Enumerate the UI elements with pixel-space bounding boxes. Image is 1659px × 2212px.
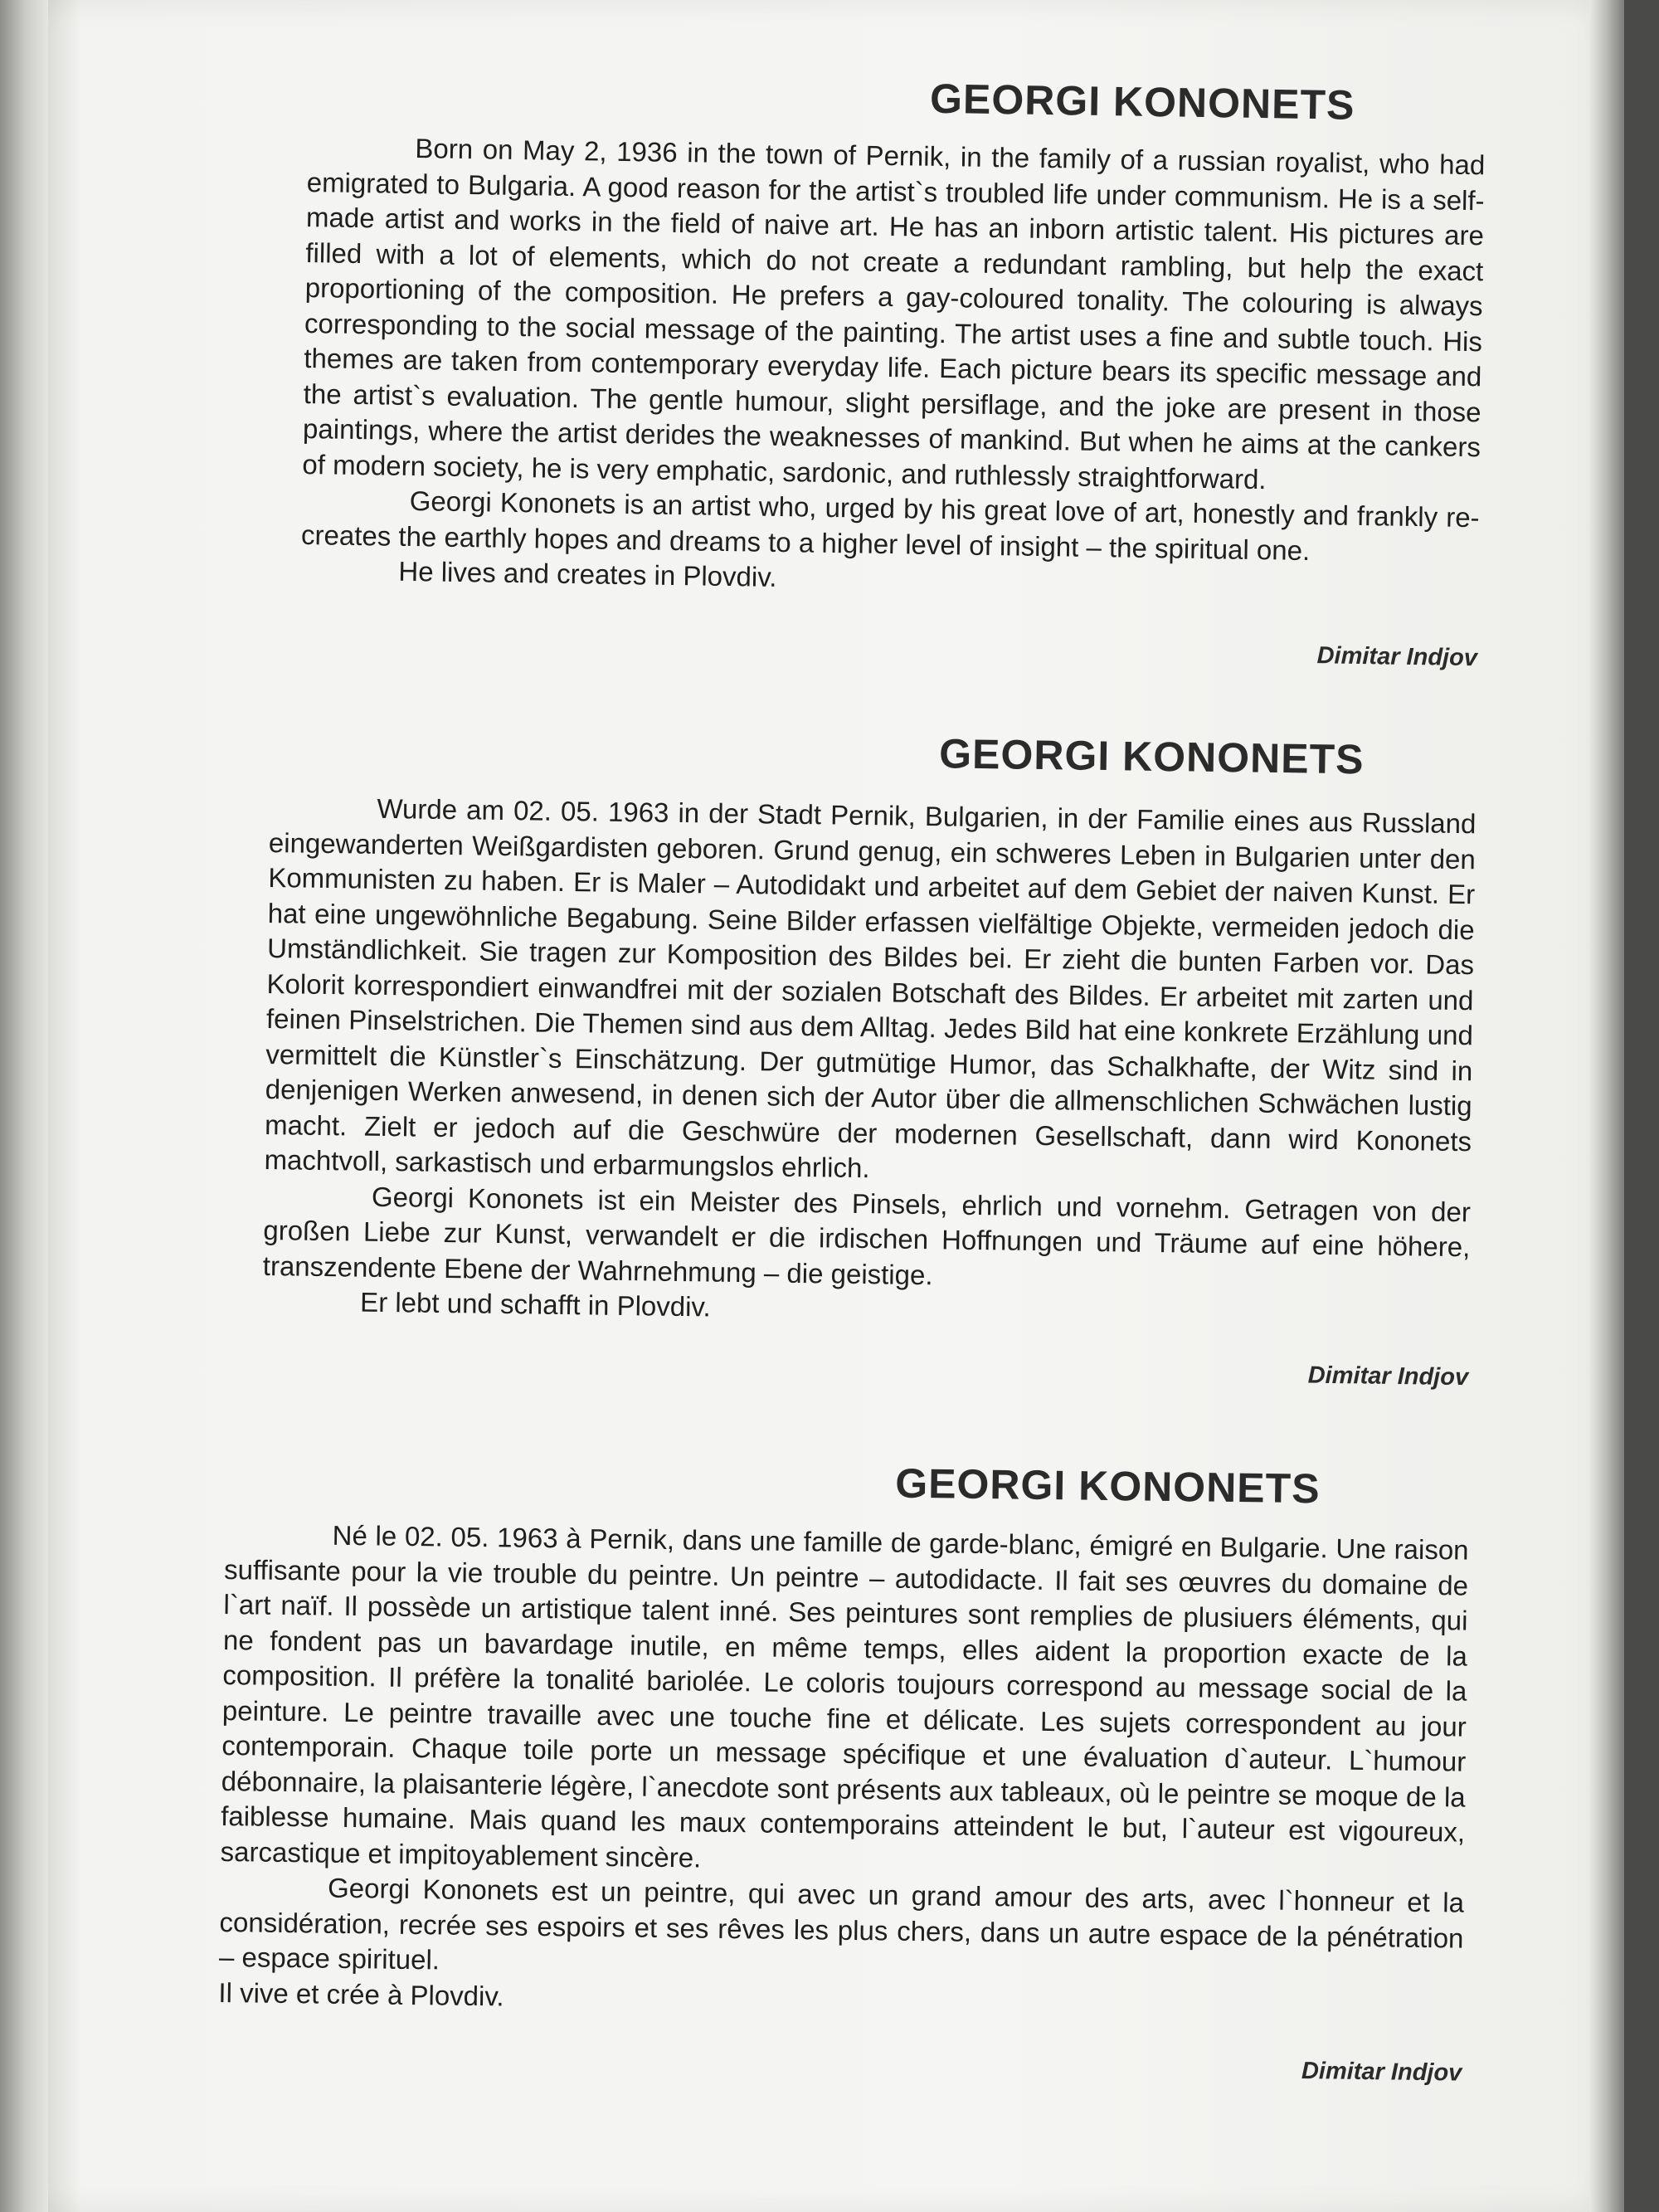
paragraph-residence: He lives and creates in Plovdiv. <box>398 555 777 592</box>
section-title: GEORGI KONONETS <box>929 75 1355 129</box>
section-french <box>217 1450 1470 2088</box>
section-title: GEORGI KONONETS <box>894 1459 1321 1513</box>
author-signature: Dimitar Indjov <box>1301 2058 1462 2087</box>
section-german <box>261 720 1477 1391</box>
page-edge-shadow <box>1589 0 1624 2212</box>
paragraph-residence: Er lebt und schafft in Plovdiv. <box>359 1286 711 1323</box>
section-title: GEORGI KONONETS <box>938 730 1365 783</box>
paragraph-summary: Georgi Kononets ist ein Meister des Pinsels, ehrlich und vornehm. Getragen von der großen Liebe zur Kunst, verwandelt er die irdischen Hoffnungen und Träume auf eine höhere, transzendente Ebene der Wahrnehmung – die geistige. <box>262 1181 1472 1290</box>
paragraph-residence: Il vive et crée à Plovdiv. <box>218 1976 504 2011</box>
author-signature: Dimitar Indjov <box>1307 1362 1469 1391</box>
paragraph-summary: Georgi Kononets est un peintre, qui avec un grand amour des arts, avec l`honneur et la considération, recrée ses espoirs et ses rêves les plus chers, dans un autre espace de la pénétration – espace spirituel. <box>218 1872 1465 1976</box>
book-gutter <box>0 0 48 2212</box>
paragraph-summary: Georgi Kononets is an artist who, urged by his great love of art, honestly and frankly re-creates the earthly hopes and dreams to a higher level of insight – the spiritual one. <box>300 485 1480 566</box>
author-signature: Dimitar Indjov <box>1316 641 1478 671</box>
paragraph-biography: Wurde am 02. 05. 1963 in der Stadt Pernik, Bulgarien, in der Familie eines aus Russland eingewanderten Weißgardisten geboren. Grund genug, ein schweres Leben in Bulgarien unter den Kommunisten zu haben. Er is Maler – Autodidakt und arbeitet auf dem Gebiet der naiven Kunst. Er hat eine ungewöhnliche Begabung. Seine Bilder erfassen vielfältige Objekte, vermeiden jedoch die Umständlichkeit. Sie tragen zur Komposition des Bildes bei. Er zieht die bunten Farben vor. Das Kolorit korrespondiert einwandfrei mit der sozialen Botschaft des Bildes. Er arbeitet mit zarten und feinen Pinselstrichen. Die Themen sind aus dem Alltag. Jedes Bild hat eine konkrete Erzählung und vermittelt die Künstler`s Einschätzung. Der gutmütige Humor, das Schalkhafte, der Witz sind in denjenigen Werken anwesend, in denen sich der Autor über die allmenschlichen Schwächen lustig macht. Zielt er jedoch auf die Geschwüre der modernen Gesellschaft, dann wird Kononets machtvoll, sarkastisch und erbarmungslos ehrlich. <box>264 792 1477 1184</box>
section-english <box>299 65 1486 672</box>
paragraph-biography: Born on May 2, 1936 in the town of Pernik, in the family of a russian royalist, who had emigrated to Bulgaria. A good reason for the artist`s troubled life under communism. He is a self-made artist and works in the field of naive art. He has an inborn artistic talent. His pictures are filled with a lot of elements, which do not create a redundant rambling, but help the exact proportioning of the composition. He prefers a gay-coloured tonality. The colouring is always corresponding to the social message of the painting. The artist uses a fine and subtle touch. His themes are taken from contemporary everyday life. Each picture bears its specific message and the artist`s evaluation. The gentle humour, slight persiflage, and the joke are present in those paintings, where the artist derides the weaknesses of mankind. But when he aims at the cankers of modern society, he is very emphatic, sardonic, and ruthlessly straightforward. <box>302 133 1486 495</box>
paragraph-biography: Né le 02. 05. 1963 à Pernik, dans une famille de garde-blanc, émigré en Bulgarie. Une raison suffisante pour la vie trouble du peintre. Un peintre – autodidacte. Il fait ses œuvres du domaine de l`art naïf. Il possède un artistique talent inné. Ses peintures sont remplies de plusiuers éléments, qui ne fondent pas un bavardage inutile, en même temps, elles aident la proportion exacte de la composition. Il préfère la tonalité bariolée. Le coloris toujours correspond au message social de la peinture. Le peintre travaille avec une touche fine et délicate. Les sujets correspondent au jour contemporain. Chaque toile porte un message spécifique et une évaluation d`auteur. L`humour débonnaire, la plaisanterie légère, l`anecdote sont présents aux tableaux, où le peintre se moque de la faiblesse humaine. Mais quand les maux contemporains atteindent le but, l`auteur est vigoureux, sarcastique et impitoyablement sincère. <box>220 1519 1469 1873</box>
